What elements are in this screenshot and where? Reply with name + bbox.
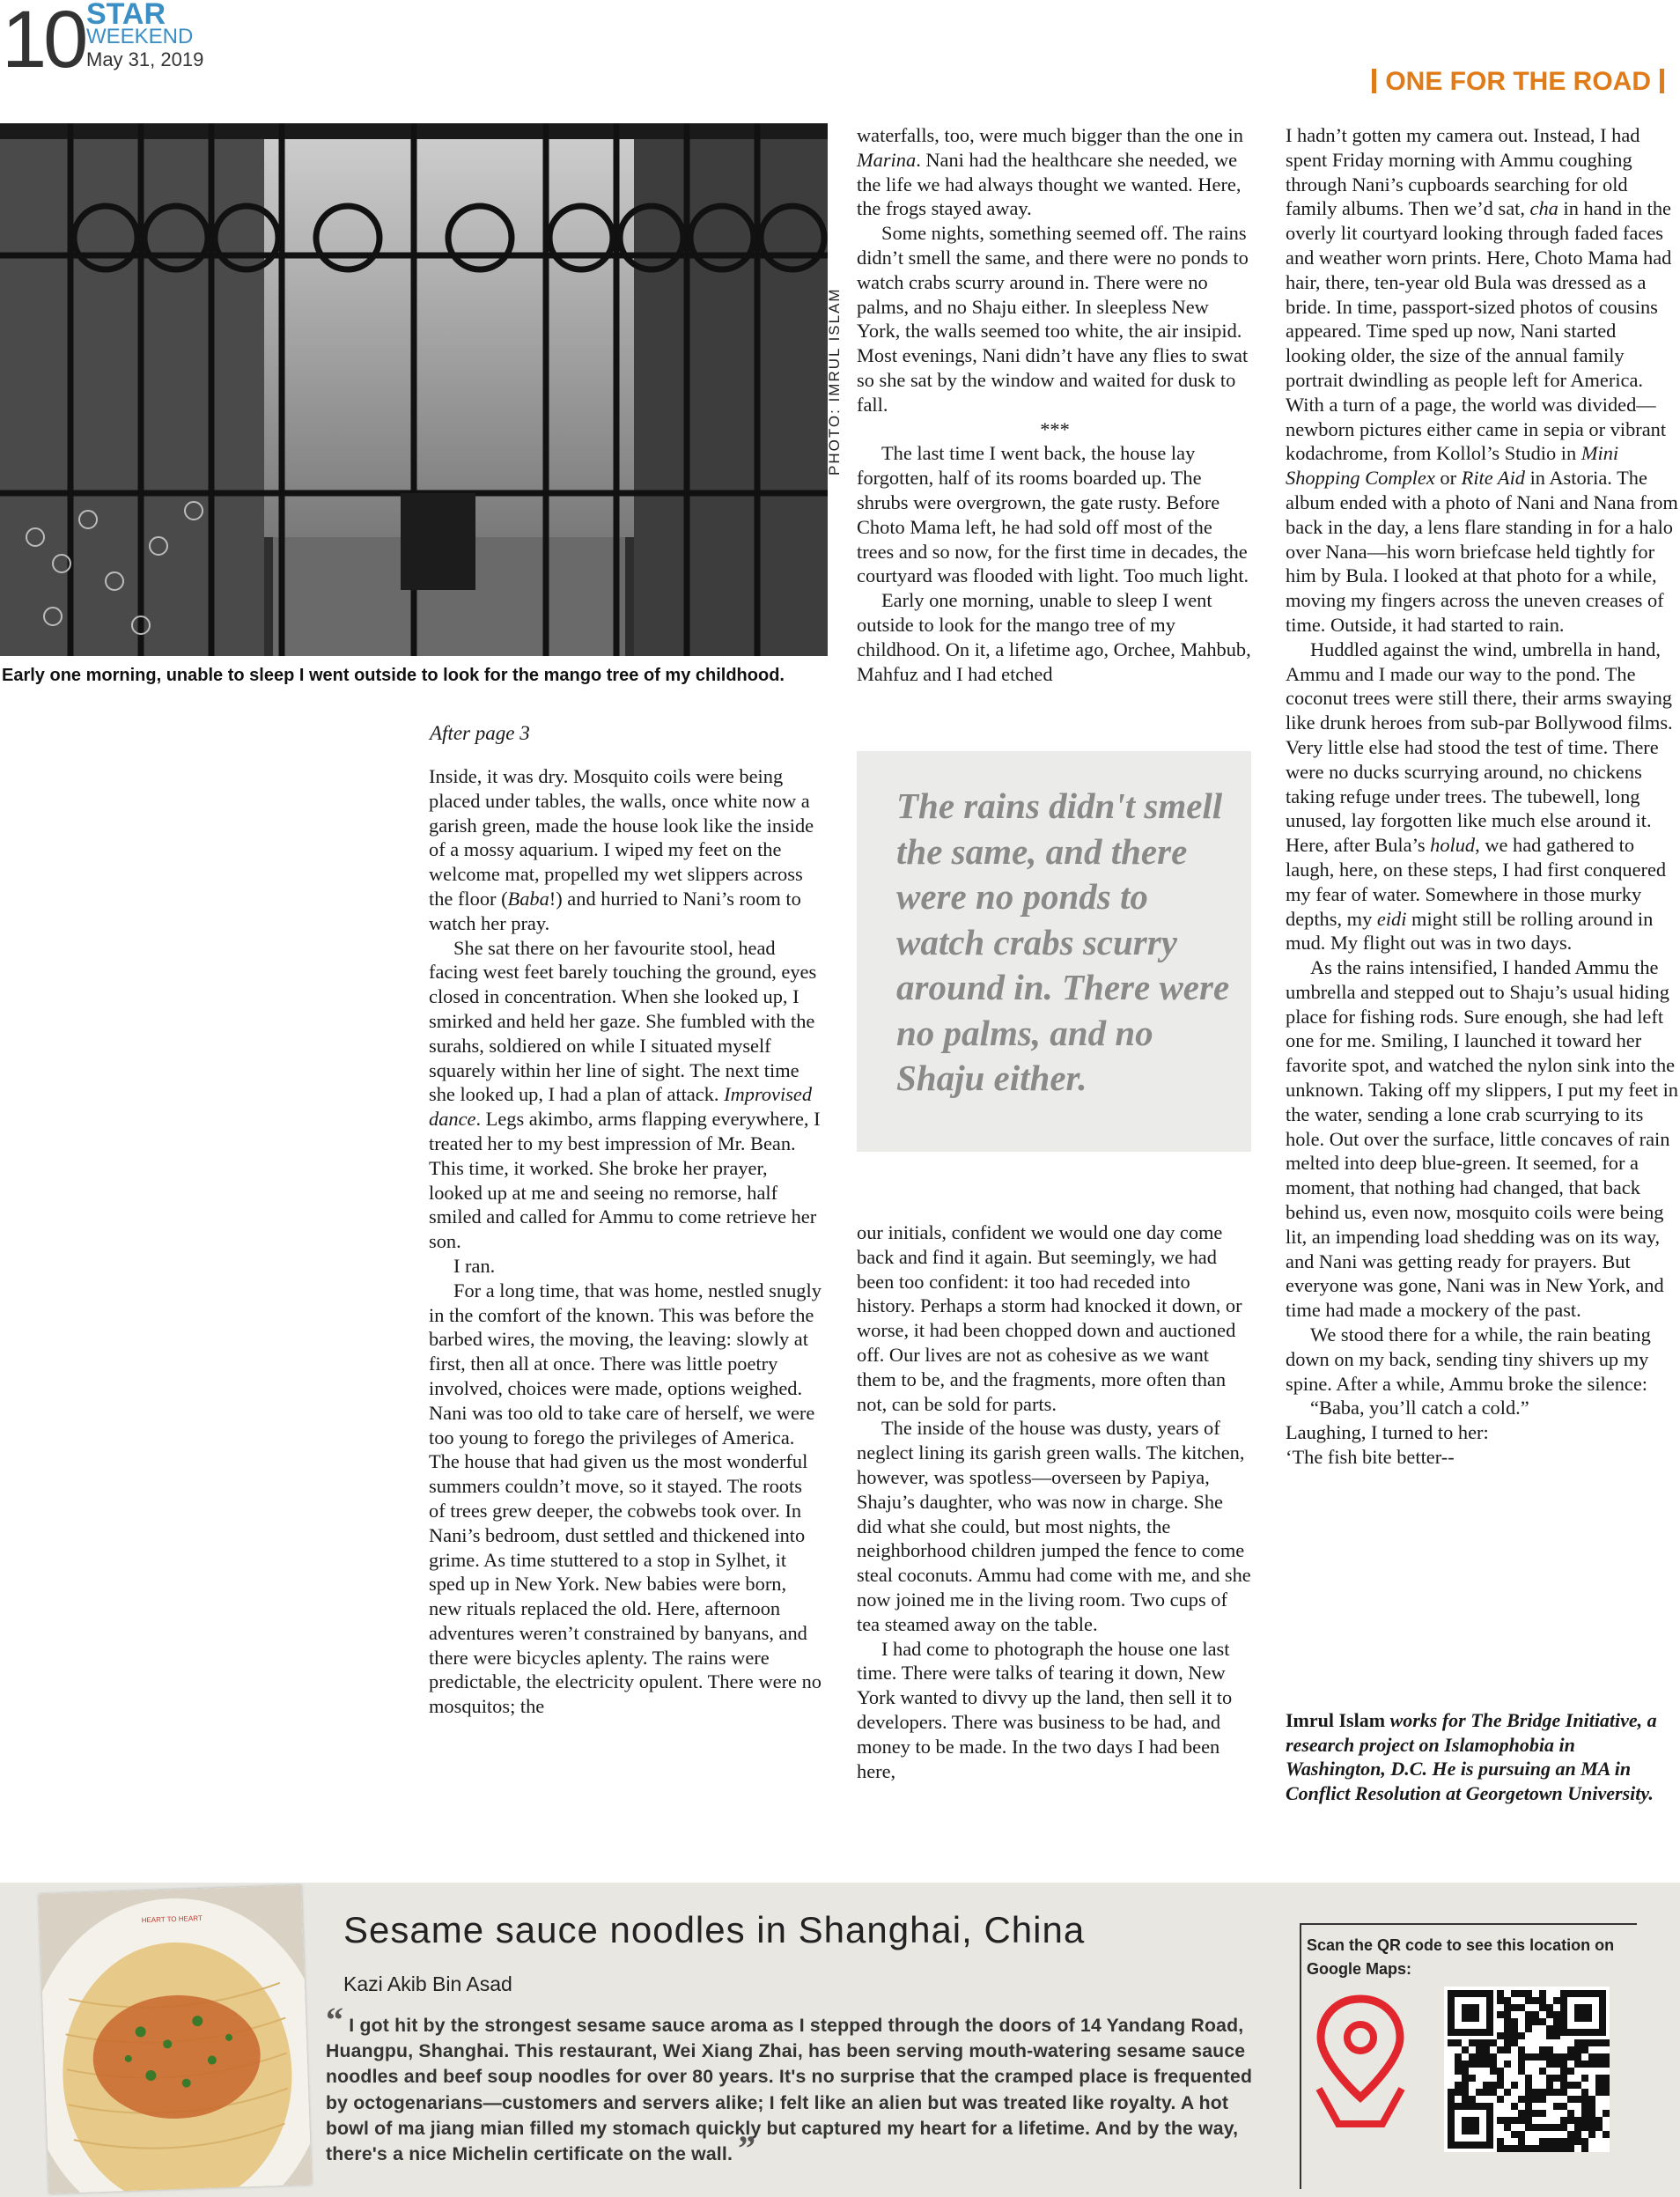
qr-module bbox=[1497, 2011, 1504, 2018]
qr-module bbox=[1539, 2138, 1546, 2145]
author-bio-text: works for The Bridge Initiative, a research project on Islamophobia in Washington, D.C. He is pursuing an MA in Conflict Resolution at Georgetown University. bbox=[1286, 1709, 1657, 1804]
qr-module bbox=[1588, 2124, 1595, 2131]
qr-module bbox=[1581, 2110, 1588, 2117]
qr-module bbox=[1560, 2089, 1567, 2096]
section-bar-left bbox=[1372, 69, 1376, 93]
gate-illustration bbox=[0, 123, 828, 656]
qr-module bbox=[1455, 2039, 1462, 2046]
qr-module bbox=[1603, 2082, 1610, 2089]
qr-module bbox=[1546, 2075, 1553, 2082]
qr-module bbox=[1497, 1990, 1504, 1997]
qr-module bbox=[1588, 2053, 1595, 2061]
qr-module bbox=[1532, 2018, 1539, 2025]
qr-module bbox=[1603, 2039, 1610, 2046]
qr-module bbox=[1469, 2075, 1476, 2082]
qr-module bbox=[1525, 2053, 1532, 2061]
qr-module bbox=[1462, 2061, 1469, 2068]
qr-module bbox=[1560, 2138, 1567, 2145]
photo-caption: Early one morning, unable to sleep I went outside to look for the mango tree of my childhood. bbox=[2, 666, 785, 685]
qr-module bbox=[1497, 2032, 1504, 2039]
qr-module bbox=[1525, 2110, 1532, 2117]
qr-module bbox=[1546, 2046, 1553, 2053]
qr-module bbox=[1603, 2075, 1610, 2082]
qr-module bbox=[1581, 2046, 1588, 2053]
qr-module bbox=[1525, 2082, 1532, 2089]
close-quote-icon: ” bbox=[738, 2128, 756, 2169]
qr-module bbox=[1469, 2039, 1476, 2046]
article-column-2-bottom: our initials, confident we would one day come back and find it again. But seemingly, we had been too confident: it too had receded into history. Perhaps a storm had knocked it down, or worse, it had been chopped down and auctioned off. Our lives are not as cohesive as we want them to be, and the fragments, more often than not, can be sold for parts. The inside of the house was dusty, years of neglect lining its garish green walls. The kitchen, however, was spotless—overseen by Papiya, Shaju’s daughter, who was now in charge. She did what she could, but most nights, the neighborhood children jumped the fence to come steal coconuts. Ammu had come with me, and she now joined me in the living room. Two cups of tea steamed away on the table. I had come to photograph the house one last time. There were talks of tearing it down, New York wanted to divvy up the land, then sell it to developers. There was business to be had, and money to be made. In the two days I had been here, bbox=[857, 1221, 1251, 1782]
qr-module bbox=[1469, 2096, 1476, 2103]
qr-module bbox=[1483, 2053, 1490, 2061]
qr-module bbox=[1595, 2075, 1603, 2082]
qr-module bbox=[1539, 2110, 1546, 2117]
qr-module bbox=[1539, 1997, 1546, 2004]
section-header bbox=[1363, 67, 1673, 97]
qr-module bbox=[1532, 2096, 1539, 2103]
qr-module bbox=[1553, 2103, 1560, 2110]
qr-module bbox=[1469, 2053, 1476, 2061]
qr-module bbox=[1595, 2053, 1603, 2061]
qr-module bbox=[1483, 2046, 1490, 2053]
qr-module bbox=[1504, 2039, 1511, 2046]
food-title: Sesame sauce noodles in Shanghai, China bbox=[343, 1909, 1086, 1950]
qr-module bbox=[1511, 2032, 1518, 2039]
qr-module bbox=[1546, 2138, 1553, 2145]
qr-module bbox=[1518, 2004, 1525, 2011]
qr-module bbox=[1553, 2032, 1560, 2039]
qr-module bbox=[1539, 2068, 1546, 2075]
qr-module bbox=[1581, 2089, 1588, 2096]
qr-module bbox=[1490, 2068, 1497, 2075]
qr-module bbox=[1567, 2131, 1574, 2138]
qr-module bbox=[1511, 2018, 1518, 2025]
food-quote bbox=[326, 2000, 1259, 2169]
qr-module bbox=[1476, 2039, 1483, 2046]
author-bio bbox=[1286, 1708, 1678, 1805]
qr-module bbox=[1574, 2082, 1581, 2089]
qr-module bbox=[1490, 2039, 1497, 2046]
map-pin-icon bbox=[1312, 1992, 1409, 2137]
noodle-photo bbox=[39, 1885, 312, 2193]
qr-module bbox=[1539, 2018, 1546, 2025]
qr-module bbox=[1588, 2131, 1595, 2138]
qr-module bbox=[1490, 2089, 1497, 2096]
qr-module bbox=[1574, 2117, 1581, 2124]
qr-module bbox=[1504, 2018, 1511, 2025]
qr-module bbox=[1588, 2110, 1595, 2117]
qr-module bbox=[1532, 2145, 1539, 2152]
qr-module bbox=[1560, 2075, 1567, 2082]
qr-module bbox=[1546, 2089, 1553, 2096]
qr-module bbox=[1511, 2103, 1518, 2110]
qr-module bbox=[1574, 2053, 1581, 2061]
qr-module bbox=[1539, 2124, 1546, 2131]
qr-module bbox=[1525, 2018, 1532, 2025]
qr-module bbox=[1603, 2061, 1610, 2068]
photo-credit: PHOTO: IMRUL ISLAM bbox=[826, 287, 843, 476]
brand-star: STAR bbox=[86, 0, 166, 31]
qr-module bbox=[1588, 2103, 1595, 2110]
qr-module bbox=[1525, 1990, 1532, 1997]
qr-module bbox=[1448, 2089, 1455, 2096]
qr-code-graphic bbox=[1444, 1987, 1610, 2152]
qr-module bbox=[1532, 2089, 1539, 2096]
qr-module bbox=[1518, 2117, 1525, 2124]
qr-module bbox=[1504, 2145, 1511, 2152]
qr-module bbox=[1588, 2061, 1595, 2068]
qr-module bbox=[1546, 2061, 1553, 2068]
qr-module bbox=[1539, 1990, 1546, 1997]
qr-module bbox=[1497, 2096, 1504, 2103]
qr-module bbox=[1518, 2046, 1525, 2053]
qr-module bbox=[1518, 2068, 1525, 2075]
qr-module bbox=[1581, 2145, 1588, 2152]
qr-module bbox=[1553, 2018, 1560, 2025]
qr-module bbox=[1504, 2004, 1511, 2011]
qr-module bbox=[1476, 2061, 1483, 2068]
qr-module bbox=[1560, 2103, 1567, 2110]
qr-module bbox=[1504, 2046, 1511, 2053]
qr-module bbox=[1581, 2103, 1588, 2110]
qr-module bbox=[1518, 2061, 1525, 2068]
qr-module bbox=[1560, 2117, 1567, 2124]
qr-module bbox=[1581, 2124, 1588, 2131]
qr-module bbox=[1497, 2082, 1504, 2089]
qr-module bbox=[1567, 2053, 1574, 2061]
qr-module bbox=[1546, 2004, 1553, 2011]
section-bar-right bbox=[1660, 69, 1664, 93]
qr-module bbox=[1497, 2046, 1504, 2053]
qr-module bbox=[1581, 2096, 1588, 2103]
qr-module bbox=[1525, 2145, 1532, 2152]
qr-module bbox=[1574, 2124, 1581, 2131]
qr-module bbox=[1595, 2061, 1603, 2068]
qr-module bbox=[1546, 2032, 1553, 2039]
qr-module bbox=[1525, 2103, 1532, 2110]
qr-module bbox=[1497, 2075, 1504, 2082]
article-column-1: Inside, it was dry. Mosquito coils were being placed under tables, the walls, once white now a garish green, made the house look like the inside of a mossy aquarium. I wiped my feet on the welcome mat, propelled my wet slippers across the floor (Baba!) and hurried to Nani’s room to watch her pray. She sat there on her favourite stool, head facing west feet barely touching the ground, eyes closed in concentration. When she looked up, I smirked and held her gaze. She fumbled with the surahs, soldiered on while I situated myself squarely within her line of sight. The next time she looked up, I had a plan of attack. Improvised dance. Legs akimbo, arms flapping everywhere, I treated her to my best impression of Mr. Bean. This time, it worked. She broke her prayer, looked up at me and seeing no remorse, half smiled and called for Ammu to come retrieve her son. I ran. For a long time, that was home, nestled snugly in the comfort of the known. This was before the barbed wires, the moving, the leaving: slowly at first, then all at once. There was little poetry involved, choices were made, options weighed. Nani was too old to take care of herself, we were too young to forego the privileges of America. The house that had given us the most wonderful summers couldn’t move, so it stayed. The roots of trees grew deeper, the cobwebs took over. In Nani’s bedroom, dust settled and thickened into grime. As time stuttered to a stop in Sylhet, it sped up in New York. New babies were born, new rituals replaced the old. Here, afternoon adventures weren’t constrained by banyans, and there were bicycles aplenty. The rains were predictable, the electricity opulent. There were no mosquitos; the bbox=[429, 765, 822, 1718]
qr-module bbox=[1581, 2117, 1588, 2124]
qr-module bbox=[1455, 2061, 1462, 2068]
qr-module bbox=[1553, 2138, 1560, 2145]
qr-module bbox=[1518, 1990, 1525, 1997]
qr-module bbox=[1595, 2082, 1603, 2089]
qr-module bbox=[1546, 2011, 1553, 2018]
qr-module bbox=[1546, 2082, 1553, 2089]
qr-module bbox=[1553, 2025, 1560, 2032]
qr-module bbox=[1553, 2089, 1560, 2096]
qr-module bbox=[1574, 2131, 1581, 2138]
qr-module bbox=[1518, 2032, 1525, 2039]
qr-module bbox=[1448, 2096, 1455, 2103]
article-column-3: I hadn’t gotten my camera out. Instead, I had spent Friday morning with Ammu coughing through Nani’s cupboards searching for old family albums. Then we’d sat, cha in hand in the overly lit courtyard looking through faded faces and weather worn prints. Here, Choto Mama had hair, there, ten-year old Bula was dressed as a bride. In time, passport-sized photos of cousins appeared. Time sped up now, Nani started looking older, the size of the annual family portrait dwindling as people left for America. With a turn of a page, the world was divided—newborn pictures either came in sepia or vibrant kodachrome, from Kollol’s Studio in Mini Shopping Complex or Rite Aid in Astoria. The album ended with a photo of Nani and Nana from back in the day, a lens flare standing in for a halo over Nana—his worn briefcase held tightly for him by Bula. I looked at that photo for a while, moving my fingers across the uneven creases of time. Outside, it had started to rain. Huddled against the wind, umbrella in hand, Ammu and I made our way to the pond. The coconut trees were still there, their arms swaying like drunk heroes from sub-par Bollywood films. Very little else had stood the test of time. There were no ducks scurrying around, no chickens taking refuge under trees. The tubewell, long unused, lay forgotten like much else around it. Here, after Bula’s holud, we had gathered to laugh, here, on these steps, I had first conquered my fear of water. Somewhere in those murky depths, my eidi might still be rolling around in mud. My flight out was in two days. As the rains intensified, I handed Ammu the umbrella and stepped out to Shaju’s usual hiding place for fishing rods. Sure enough, she had left one for me. Smiling, I launched it toward her favorite spot, and watched the nylon sink into the unknown. Taking off my slippers, I put my feet in the water, sending a lone crab scurrying to its hole. Out over the surface, little concaves of rain melted into deep blue-green. It seemed, for a moment, that nothing had changed, that back behind us, even now, mosquito coils were being lit, an impending load shedding was on its way, and Nani was getting ready for prayers. But everyone was gone, Nani was in New York, and time had made a mockery of the past. We stood there for a while, the rain beating down on my back, sending tiny shivers up my spine. After a while, Ammu broke the silence: “Baba, you’ll catch a cold.” Laughing, I turned to her: ‘The fish bite better-- bbox=[1286, 124, 1678, 1469]
qr-module bbox=[1511, 2082, 1518, 2089]
qr-module bbox=[1574, 2138, 1581, 2145]
qr-module bbox=[1511, 2131, 1518, 2138]
qr-module bbox=[1539, 2145, 1546, 2152]
qr-module bbox=[1525, 2011, 1532, 2018]
qr-module bbox=[1539, 2096, 1546, 2103]
food-quote-text: I got hit by the strongest sesame sauce aroma as I stepped through the doors of 14 Yandang Road, Huangpu, Shanghai. This restaurant, Wei Xiang Zhai, has been serving mouth-watering sesame sauce noodles and beef soup noodles for over 80 years. It's no surprise that the cramped place is frequented by octogenarians—customers and servers alike; I felt like an alien but was treated like royalty. A hot bowl of ma jiang mian filled my stomach quickly but captured my heart for a lifetime. And by the way, there's a nice Michelin certificate on the wall. bbox=[326, 2016, 1253, 2165]
qr-module bbox=[1518, 2096, 1525, 2103]
qr-module bbox=[1560, 2061, 1567, 2068]
qr-module bbox=[1546, 2053, 1553, 2061]
qr-module bbox=[1560, 2124, 1567, 2131]
qr-module bbox=[1462, 2046, 1469, 2053]
qr-module bbox=[1504, 1997, 1511, 2004]
qr-module bbox=[1567, 2145, 1574, 2152]
qr-module bbox=[1511, 2117, 1518, 2124]
author-name: Imrul Islam bbox=[1286, 1709, 1386, 1731]
section-title: ONE FOR THE ROAD bbox=[1385, 67, 1651, 96]
open-quote-icon: “ bbox=[326, 2000, 344, 2039]
qr-module bbox=[1553, 2061, 1560, 2068]
qr-module bbox=[1511, 2039, 1518, 2046]
qr-module bbox=[1518, 2145, 1525, 2152]
qr-module bbox=[1504, 2011, 1511, 2018]
qr-module bbox=[1497, 2117, 1504, 2124]
qr-module bbox=[1504, 2117, 1511, 2124]
qr-module bbox=[1553, 2145, 1560, 2152]
qr-module bbox=[1595, 2039, 1603, 2046]
continued-label: After page 3 bbox=[430, 722, 530, 744]
qr-module bbox=[1518, 2131, 1525, 2138]
noodle-bowl-illustration bbox=[39, 1885, 312, 2193]
food-author: Kazi Akib Bin Asad bbox=[343, 1972, 512, 1995]
qr-module bbox=[1595, 2124, 1603, 2131]
qr-module bbox=[1539, 2046, 1546, 2053]
qr-module bbox=[1462, 2082, 1469, 2089]
qr-module bbox=[1603, 2089, 1610, 2096]
qr-module bbox=[1553, 2124, 1560, 2131]
qr-module bbox=[1525, 2075, 1532, 2082]
qr-module bbox=[1490, 2061, 1497, 2068]
qr-module bbox=[1574, 2046, 1581, 2053]
qr-module bbox=[1539, 2089, 1546, 2096]
qr-module bbox=[1483, 2089, 1490, 2096]
qr-module bbox=[1497, 2145, 1504, 2152]
qr-label: Scan the QR code to see this location on Google Maps: bbox=[1307, 1936, 1615, 1978]
bowl-label: HEART TO HEART bbox=[141, 1913, 203, 1925]
qr-module bbox=[1476, 2089, 1483, 2096]
qr-module bbox=[1588, 2096, 1595, 2103]
gate-photo bbox=[0, 123, 828, 656]
qr-module bbox=[1595, 2089, 1603, 2096]
qr-module bbox=[1490, 2082, 1497, 2089]
qr-module bbox=[1490, 2053, 1497, 2061]
qr-module bbox=[1511, 2004, 1518, 2011]
qr-module bbox=[1504, 2061, 1511, 2068]
qr-module bbox=[1525, 1997, 1532, 2004]
qr-module bbox=[1581, 2075, 1588, 2082]
qr-module bbox=[1603, 2131, 1610, 2138]
qr-module bbox=[1525, 2117, 1532, 2124]
qr-module bbox=[1462, 2089, 1469, 2096]
qr-module bbox=[1553, 1997, 1560, 2004]
qr-module bbox=[1497, 2138, 1504, 2145]
qr-module bbox=[1603, 2110, 1610, 2117]
qr-module bbox=[1574, 2096, 1581, 2103]
qr-module bbox=[1483, 2039, 1490, 2046]
qr-module bbox=[1476, 2053, 1483, 2061]
qr-module bbox=[1595, 2117, 1603, 2124]
qr-module bbox=[1476, 2046, 1483, 2053]
qr-module bbox=[1504, 2025, 1511, 2032]
qr-module bbox=[1532, 2124, 1539, 2131]
qr-module bbox=[1546, 2025, 1553, 2032]
qr-module bbox=[1560, 2068, 1567, 2075]
qr-module bbox=[1518, 2053, 1525, 2061]
qr-module bbox=[1581, 2061, 1588, 2068]
qr-module bbox=[1539, 2004, 1546, 2011]
qr-module bbox=[1448, 2039, 1455, 2046]
qr-module bbox=[1455, 2082, 1462, 2089]
qr-module bbox=[1567, 2082, 1574, 2089]
qr-module bbox=[1504, 2089, 1511, 2096]
qr-module bbox=[1525, 2096, 1532, 2103]
qr-module bbox=[1546, 2145, 1553, 2152]
qr-code[interactable] bbox=[1444, 1987, 1610, 2152]
qr-module bbox=[1462, 2075, 1469, 2082]
issue-date: May 31, 2019 bbox=[86, 48, 204, 70]
qr-module bbox=[1581, 2138, 1588, 2145]
qr-module bbox=[1532, 2110, 1539, 2117]
qr-module bbox=[1511, 2145, 1518, 2152]
qr-module bbox=[1532, 2053, 1539, 2061]
qr-module bbox=[1504, 2124, 1511, 2131]
qr-module bbox=[1567, 2110, 1574, 2117]
qr-module bbox=[1539, 2053, 1546, 2061]
qr-module bbox=[1567, 2046, 1574, 2053]
qr-module bbox=[1574, 2061, 1581, 2068]
qr-module bbox=[1525, 2025, 1532, 2032]
qr-module bbox=[1567, 2117, 1574, 2124]
qr-module bbox=[1567, 2068, 1574, 2075]
qr-module bbox=[1518, 2110, 1525, 2117]
qr-module bbox=[1560, 2053, 1567, 2061]
qr-module bbox=[1497, 2068, 1504, 2075]
qr-module bbox=[1455, 2089, 1462, 2096]
qr-module bbox=[1511, 2025, 1518, 2032]
qr-module bbox=[1518, 2138, 1525, 2145]
brand-weekend: WEEKEND bbox=[86, 25, 194, 48]
qr-module bbox=[1553, 2075, 1560, 2082]
qr-module bbox=[1546, 2124, 1553, 2131]
qr-module bbox=[1553, 2011, 1560, 2018]
qr-module bbox=[1462, 2096, 1469, 2103]
qr-module bbox=[1497, 1997, 1504, 2004]
qr-module bbox=[1532, 2011, 1539, 2018]
article-column-2-top: waterfalls, too, were much bigger than the one in Marina. Nani had the healthcare she needed, we the life we had always thought we wanted. Here, the frogs stayed away. Some nights, something seemed off. The rains didn’t smell the same, and there were no ponds to watch crabs scurry around in. There were no palms, and no Shaju either. In sleepless New York, the walls seemed too white, the air insipid. Most evenings, Nani didn’t have any flies to swat so she sat by the window and waited for dusk to fall. *** The last time I went back, the house lay forgotten, half of its rooms boarded up. The shrubs were overgrown, the gate rusty. Before Choto Mama left, he had sold off most of the trees and so now, for the first time in decades, the courtyard was flooded with light. Too much light. Early one morning, unable to sleep I went outside to look for the mango tree of my childhood. On it, a lifetime ago, Orchee, Mahbub, Mahfuz and I had etched bbox=[857, 124, 1251, 685]
qr-module bbox=[1455, 2068, 1462, 2075]
qr-module bbox=[1588, 2039, 1595, 2046]
qr-module bbox=[1525, 2089, 1532, 2096]
qr-module bbox=[1588, 2117, 1595, 2124]
qr-module bbox=[1455, 2053, 1462, 2061]
qr-module bbox=[1532, 1997, 1539, 2004]
qr-module bbox=[1567, 2138, 1574, 2145]
qr-module bbox=[1511, 1990, 1518, 1997]
qr-module bbox=[1469, 2061, 1476, 2068]
qr-module bbox=[1560, 2082, 1567, 2089]
qr-module bbox=[1462, 2068, 1469, 2075]
qr-module bbox=[1525, 2124, 1532, 2131]
qr-module bbox=[1567, 2096, 1574, 2103]
qr-module bbox=[1483, 2061, 1490, 2068]
pull-quote: The rains didn't smell the same, and there were no ponds to watch crabs scurry around in. There were no palms, and no Shaju either. bbox=[896, 785, 1230, 1098]
qr-module bbox=[1560, 2145, 1567, 2152]
qr-module bbox=[1483, 2082, 1490, 2089]
qr-module bbox=[1581, 2039, 1588, 2046]
qr-module bbox=[1574, 2039, 1581, 2046]
qr-module bbox=[1504, 2032, 1511, 2039]
qr-module bbox=[1553, 2053, 1560, 2061]
page-number: 10 bbox=[2, 0, 85, 85]
qr-module bbox=[1603, 2053, 1610, 2061]
